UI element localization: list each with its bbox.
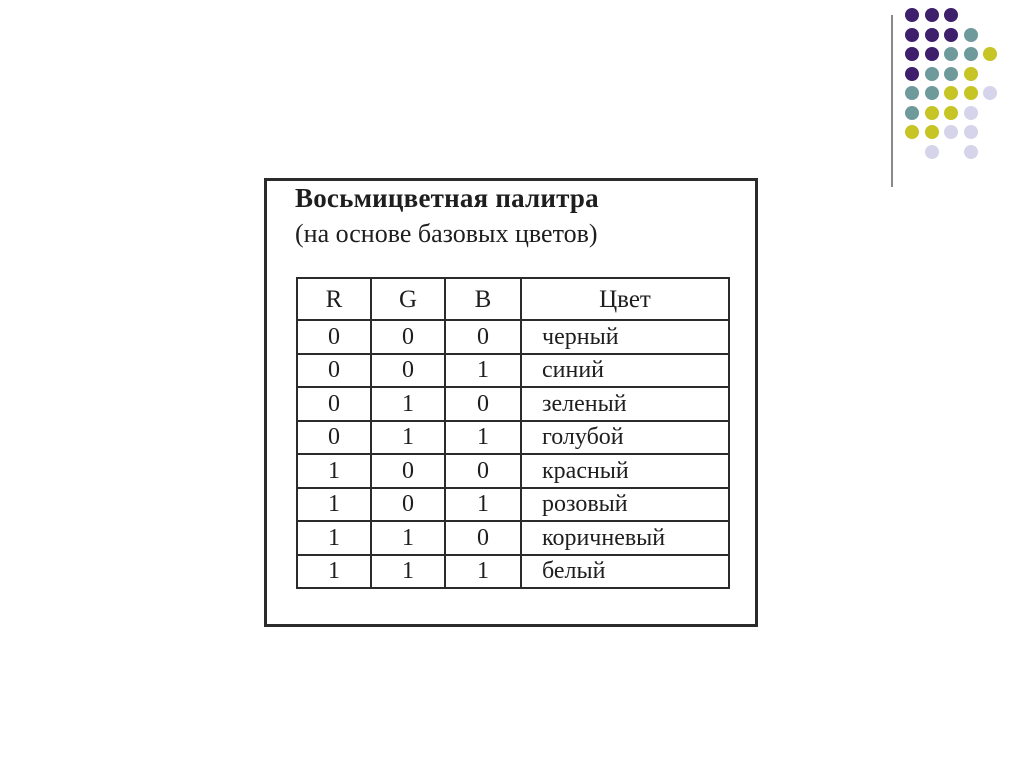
cell-color-name: белый [521, 555, 729, 589]
decorative-dot [944, 125, 958, 139]
card-subtitle: (на основе базовых цветов) [295, 219, 598, 248]
decorative-dot [964, 145, 978, 159]
cell-r: 0 [297, 421, 371, 455]
header-color: Цвет [521, 278, 729, 320]
decorative-dot [905, 125, 919, 139]
cell-color-name: розовый [521, 488, 729, 522]
cell-r: 0 [297, 320, 371, 354]
cell-b: 1 [445, 421, 521, 455]
decorative-dot [964, 125, 978, 139]
cell-b: 1 [445, 488, 521, 522]
decorative-dot [964, 47, 978, 61]
cell-r: 1 [297, 454, 371, 488]
decorative-dot [983, 86, 997, 100]
header-b: B [445, 278, 521, 320]
decorative-dot [925, 8, 939, 22]
table-row [297, 555, 729, 589]
table-row [297, 421, 729, 455]
cell-g: 1 [371, 387, 445, 421]
cell-b: 1 [445, 555, 521, 589]
decorative-dot-grid [905, 8, 1015, 168]
decorative-dot [964, 106, 978, 120]
cell-b: 0 [445, 320, 521, 354]
table-row [297, 488, 729, 522]
cell-color-name: зеленый [521, 387, 729, 421]
palette-card [264, 178, 758, 627]
cell-b: 0 [445, 387, 521, 421]
cell-b: 0 [445, 521, 521, 555]
cell-b: 1 [445, 354, 521, 388]
decorative-dot [944, 8, 958, 22]
decorative-dot [983, 47, 997, 61]
cell-g: 1 [371, 521, 445, 555]
cell-g: 1 [371, 421, 445, 455]
cell-color-name: красный [521, 454, 729, 488]
decorative-dot [944, 28, 958, 42]
cell-r: 1 [297, 521, 371, 555]
cell-g: 0 [371, 320, 445, 354]
decorative-dot [925, 86, 939, 100]
decorative-dot [964, 67, 978, 81]
cell-r: 1 [297, 488, 371, 522]
decorative-dot [925, 47, 939, 61]
cell-g: 0 [371, 354, 445, 388]
cell-color-name: коричневый [521, 521, 729, 555]
decorative-dot [964, 28, 978, 42]
cell-r: 0 [297, 354, 371, 388]
cell-g: 0 [371, 454, 445, 488]
decorative-dot [944, 106, 958, 120]
cell-color-name: черный [521, 320, 729, 354]
cell-r: 0 [297, 387, 371, 421]
table-row [297, 521, 729, 555]
decorative-dot [925, 67, 939, 81]
decorative-dot [925, 28, 939, 42]
table-row [297, 454, 729, 488]
cell-color-name: голубой [521, 421, 729, 455]
header-r: R [297, 278, 371, 320]
cell-b: 0 [445, 454, 521, 488]
table-row [297, 354, 729, 388]
cell-g: 0 [371, 488, 445, 522]
palette-table [296, 277, 730, 589]
table-header-row [297, 278, 729, 320]
decorative-dot [944, 86, 958, 100]
decorative-dot [905, 28, 919, 42]
table-row [297, 387, 729, 421]
decorative-dot [964, 86, 978, 100]
decorative-dot [905, 106, 919, 120]
decorative-dot [944, 47, 958, 61]
card-title: Восьмицветная палитра [295, 183, 599, 213]
header-g: G [371, 278, 445, 320]
decorative-divider [891, 15, 893, 187]
decorative-dot [925, 106, 939, 120]
decorative-dot [905, 47, 919, 61]
cell-r: 1 [297, 555, 371, 589]
cell-color-name: синий [521, 354, 729, 388]
table-row [297, 320, 729, 354]
decorative-dot [905, 86, 919, 100]
cell-g: 1 [371, 555, 445, 589]
decorative-dot [944, 67, 958, 81]
decorative-dot [925, 125, 939, 139]
decorative-dot [905, 67, 919, 81]
decorative-dot [925, 145, 939, 159]
decorative-dot [905, 8, 919, 22]
